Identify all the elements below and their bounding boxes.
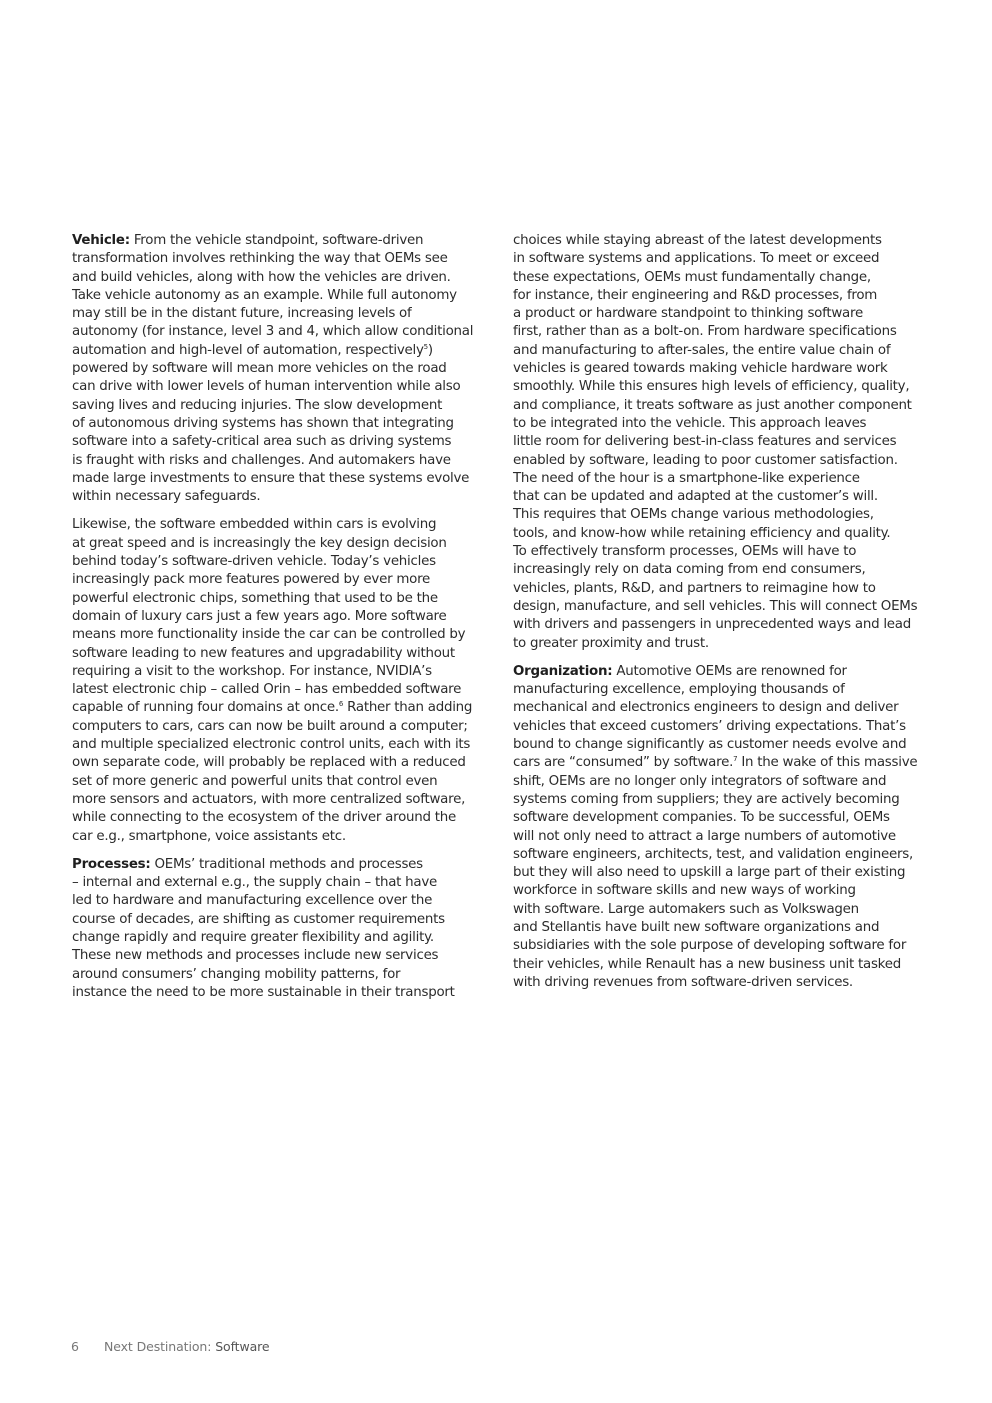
text-line: saving lives and reducing injuries. The slow development <box>72 397 443 413</box>
text-line: increasingly rely on data coming from end consumers, <box>513 562 866 578</box>
paragraph-likewise <box>72 516 484 845</box>
text-line: automation and high-level of automation, respectively$^5$) <box>72 342 433 358</box>
text-line: systems coming from suppliers; they are actively becoming <box>513 791 900 807</box>
text-line: little room for delivering best-in-class features and services <box>513 434 897 450</box>
text-line: vehicles, plants, R&D, and partners to reimagine how to <box>513 580 876 596</box>
text-line: of autonomous driving systems has shown that integrating <box>72 415 454 431</box>
footnote-ref: 7 <box>733 755 738 764</box>
text-line: behind today’s software-driven vehicle. Today’s vehicles <box>72 554 436 570</box>
text-line: and manufacturing to after-sales, the entire value chain of <box>513 342 891 358</box>
page-number: 6 <box>71 1339 79 1354</box>
text-line: Processes: OEMs’ traditional methods and processes <box>72 856 423 872</box>
text-line: vehicles is geared towards making vehicle hardware work <box>513 361 888 377</box>
text-line: capable of running four domains at once.$^6$ Rather than adding <box>72 700 473 716</box>
text-line: bound to change significantly as customer needs evolve and <box>513 737 907 753</box>
text-line: with driving revenues from software-driven services. <box>513 974 853 990</box>
text-line: computers to cars, cars can now be built around a computer; <box>72 718 468 734</box>
text-line: domain of luxury cars just a few years ago. More software <box>72 608 447 624</box>
publication-title: Next Destination: <box>104 1339 216 1354</box>
text-line: smoothly. While this ensures high levels of efficiency, quality, <box>513 379 910 395</box>
text-line: but they will also need to upskill a large part of their existing <box>513 865 906 881</box>
text-line: first, rather than as a bolt-on. From hardware specifications <box>513 324 897 340</box>
paragraph-processes-continued <box>513 232 925 653</box>
text-line: that can be updated and adapted at the customer’s will. <box>513 489 878 505</box>
text-line: tools, and know-how while retaining efficiency and quality. <box>513 525 891 541</box>
text-line: requiring a visit to the workshop. For instance, NVIDIA’s <box>72 663 432 679</box>
text-line: latest electronic chip – called Orin – has embedded software <box>72 682 462 698</box>
text-line: increasingly pack more features powered by ever more <box>72 572 431 588</box>
text-line: instance the need to be more sustainable in their transport <box>72 984 455 1000</box>
text-line: will not only need to attract a large numbers of automotive <box>513 828 896 844</box>
text-line: and multiple specialized electronic control units, each with its <box>72 737 471 753</box>
text-line: made large investments to ensure that these systems evolve <box>72 470 470 486</box>
text-line: with drivers and passengers in unprecedented ways and lead <box>513 617 911 633</box>
text-line: more sensors and actuators, with more centralized software, <box>72 791 466 807</box>
text-line: for instance, their engineering and R&D processes, from <box>513 287 878 303</box>
text-line: design, manufacture, and sell vehicles. This will connect OEMs <box>513 598 918 614</box>
text-line: a product or hardware standpoint to thinking software <box>513 306 863 322</box>
text-line: These new methods and processes include new services <box>72 948 439 964</box>
lead-heading-vehicle: Vehicle: <box>72 233 130 248</box>
text-line: cars are “consumed” by software.$^7$ In the wake of this massive <box>513 755 918 771</box>
text-line: set of more generic and powerful units that control even <box>72 773 438 789</box>
page-footer <box>71 1339 270 1354</box>
paragraph-processes <box>72 856 484 1002</box>
text-line: these expectations, OEMs must fundamentally change, <box>513 269 871 285</box>
text-line: manufacturing excellence, employing thousands of <box>513 682 845 698</box>
text-line: The need of the hour is a smartphone-like experience <box>513 470 860 486</box>
footnote-ref: 6 <box>338 700 344 709</box>
text-line: Organization: Automotive OEMs are renowned for <box>513 663 847 679</box>
text-line: software into a safety-critical area such as driving systems <box>72 434 452 450</box>
text-line: with software. Large automakers such as Volkswagen <box>513 901 859 917</box>
section-title: Software <box>215 1339 270 1354</box>
text-line: around consumers’ changing mobility patterns, for <box>72 966 401 982</box>
text-line: means more functionality inside the car can be controlled by <box>72 627 466 643</box>
text-line: This requires that OEMs change various methodologies, <box>513 507 874 523</box>
text-line: to be integrated into the vehicle. This approach leaves <box>513 415 867 431</box>
text-line: transformation involves rethinking the way that OEMs see <box>72 251 448 267</box>
lead-heading-processes: Processes: <box>72 856 151 872</box>
text-line: and build vehicles, along with how the vehicles are driven. <box>72 269 451 285</box>
text-line: and compliance, it treats software as just another component <box>513 397 912 413</box>
text-line: Likewise, the software embedded within cars is evolving <box>72 517 437 533</box>
text-line: own separate code, will probably be replaced with a reduced <box>72 755 466 771</box>
text-line: software engineers, architects, test, and validation engineers, <box>513 846 913 862</box>
lead-heading-organization: Organization: <box>513 663 613 679</box>
footnote-ref: 5 <box>423 342 428 351</box>
text-line: powerful electronic chips, something that used to be the <box>72 590 438 606</box>
text-line: Take vehicle autonomy as an example. While full autonomy <box>72 287 457 303</box>
paragraph-organization <box>513 663 925 992</box>
left-column <box>72 232 484 1012</box>
text-line: led to hardware and manufacturing excellence over the <box>72 893 433 909</box>
paragraph-vehicle <box>72 232 484 506</box>
text-line: choices while staying abreast of the latest developments <box>513 233 882 248</box>
text-line: subsidiaries with the sole purpose of developing software for <box>513 938 907 954</box>
text-line: software development companies. To be successful, OEMs <box>513 810 890 826</box>
text-line: workforce in software skills and new ways of working <box>513 883 856 899</box>
text-line: and Stellantis have built new software organizations and <box>513 919 880 935</box>
right-column <box>513 232 925 1002</box>
text-line: software leading to new features and upgradability without <box>72 645 455 661</box>
text-line: can drive with lower levels of human intervention while also <box>72 379 461 395</box>
text-line: while connecting to the ecosystem of the driver around the <box>72 810 456 826</box>
text-line: their vehicles, while Renault has a new business unit tasked <box>513 956 901 972</box>
text-line: within necessary safeguards. <box>72 489 261 505</box>
text-line: to greater proximity and trust. <box>513 635 709 651</box>
text-line: autonomy (for instance, level 3 and 4, which allow conditional <box>72 324 474 340</box>
text-line: powered by software will mean more vehicles on the road <box>72 361 447 377</box>
text-line: mechanical and electronics engineers to design and deliver <box>513 700 899 716</box>
text-line: To effectively transform processes, OEMs will have to <box>513 544 857 560</box>
text-line: in software systems and applications. To meet or exceed <box>513 251 880 267</box>
text-line: at great speed and is increasingly the key design decision <box>72 535 447 551</box>
text-line: Vehicle: From the vehicle standpoint, software-driven <box>72 233 424 248</box>
text-line: change rapidly and require greater flexibility and agility. <box>72 929 434 945</box>
text-line: is fraught with risks and challenges. And automakers have <box>72 452 451 468</box>
text-line: vehicles that exceed customers’ driving expectations. That’s <box>513 718 906 734</box>
text-line: car e.g., smartphone, voice assistants etc. <box>72 828 346 844</box>
text-line: course of decades, are shifting as customer requirements <box>72 911 445 927</box>
text-line: – internal and external e.g., the supply chain – that have <box>72 875 438 891</box>
text-line: shift, OEMs are no longer only integrators of software and <box>513 773 887 789</box>
text-line: enabled by software, leading to poor customer satisfaction. <box>513 452 898 468</box>
text-line: may still be in the distant future, increasing levels of <box>72 306 412 322</box>
